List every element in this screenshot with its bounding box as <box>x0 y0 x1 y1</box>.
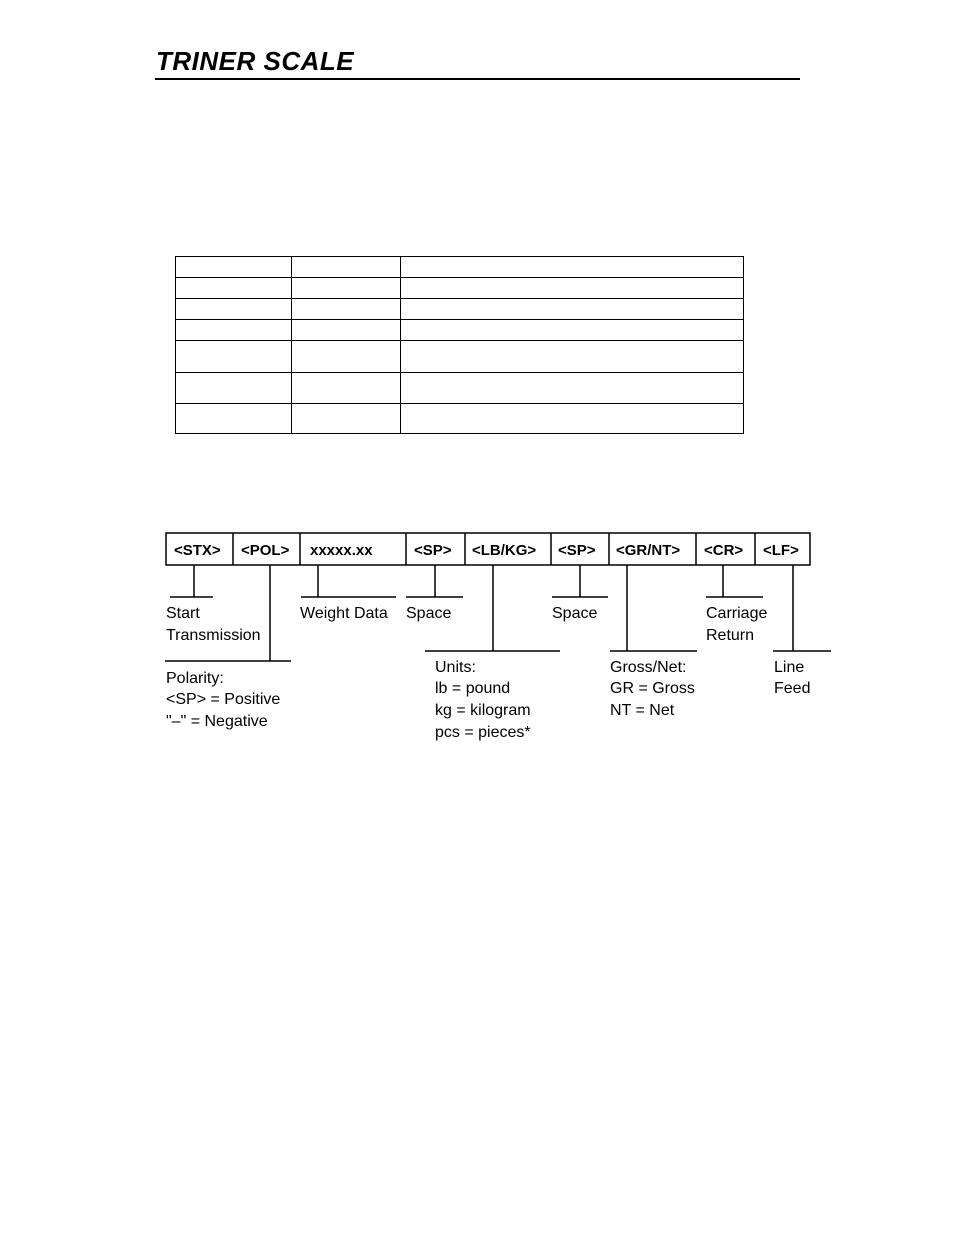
sp1-leader <box>406 565 463 597</box>
label-pol-2: <SP> = Positive <box>166 691 281 708</box>
grnt-leader <box>610 565 697 651</box>
label-units-1: Units: <box>435 659 476 676</box>
label-grnt-3: NT = Net <box>610 702 675 719</box>
label-stx-1: Start <box>166 605 200 622</box>
weight-leader <box>301 565 396 597</box>
cr-leader <box>706 565 763 597</box>
field-stx: <STX> <box>174 542 221 559</box>
brand-logo: TRINER SCALE <box>156 46 355 76</box>
stx-leader <box>170 565 213 597</box>
label-pol-1: Polarity: <box>166 670 224 687</box>
label-cr-2: Return <box>706 627 755 644</box>
field-lf: <LF> <box>763 542 799 559</box>
label-stx-2: Transmission <box>166 627 261 644</box>
field-pol: <POL> <box>241 542 290 559</box>
field-cr: <CR> <box>704 542 744 559</box>
field-sp1: <SP> <box>414 542 452 559</box>
field-grnt: <GR/NT> <box>616 542 681 559</box>
label-units-4: pcs = pieces* <box>435 724 531 741</box>
label-pol-3: "–" = Negative <box>166 713 268 730</box>
field-weight: xxxxx.xx <box>310 542 373 559</box>
sp2-leader <box>552 565 608 597</box>
label-lf-2: Feed <box>774 680 811 697</box>
lf-leader <box>773 565 831 651</box>
label-grnt-2: GR = Gross <box>610 680 695 697</box>
label-sp2: Space <box>552 605 598 622</box>
label-sp1: Space <box>406 605 452 622</box>
label-grnt-1: Gross/Net: <box>610 659 687 676</box>
field-sp2: <SP> <box>558 542 596 559</box>
label-weight: Weight Data <box>300 605 388 622</box>
label-lf-1: Line <box>774 659 805 676</box>
label-units-3: kg = kilogram <box>435 702 531 719</box>
field-units: <LB/KG> <box>472 542 537 559</box>
label-cr-1: Carriage <box>706 605 768 622</box>
label-units-2: lb = pound <box>435 680 511 697</box>
